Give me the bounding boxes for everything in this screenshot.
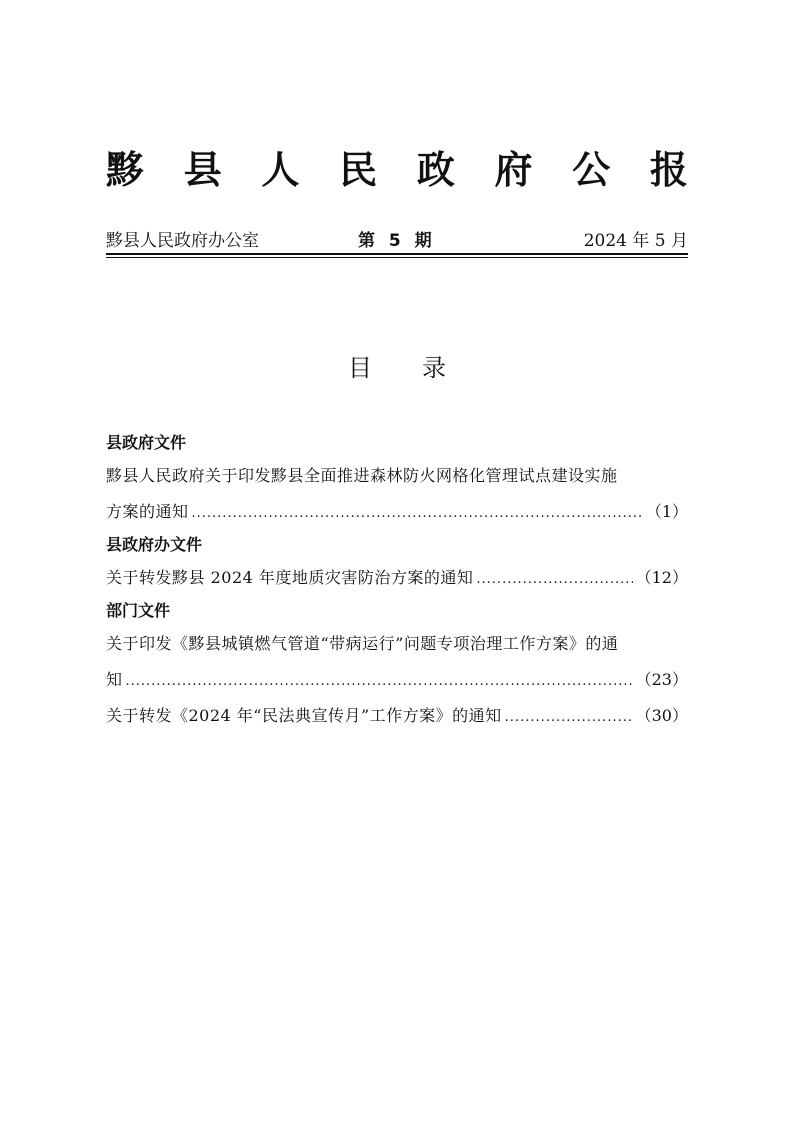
- dot-leader: [476, 562, 632, 598]
- masthead-char: 民: [339, 148, 378, 192]
- toc-entry-text-line: 关于印发《黟县城镇燃气管道“带病运行”问题专项治理工作方案》的通: [106, 634, 619, 653]
- toc-entry-text: 关于转发《2024 年“民法典宣传月”工作方案》的通知: [106, 706, 502, 725]
- toc-page-number: （30）: [635, 706, 688, 725]
- table-of-contents: [106, 428, 688, 734]
- toc-entry[interactable]: [106, 698, 688, 734]
- issue-number: 第 5 期: [358, 231, 436, 251]
- toc-entry-last-line: [106, 698, 688, 734]
- masthead-char: 政: [416, 148, 455, 192]
- toc-section-heading: 部门文件: [106, 601, 171, 620]
- gazette-masthead: [106, 140, 688, 200]
- toc-page-number: （12）: [635, 568, 688, 587]
- header-rule-thin: [106, 257, 688, 258]
- dot-leader: [126, 664, 633, 700]
- masthead-char: 公: [572, 148, 611, 192]
- masthead-char: 报: [649, 148, 688, 192]
- dot-leader: [505, 700, 633, 736]
- toc-entry-last-line: [106, 662, 688, 698]
- masthead-char: 黟: [106, 148, 145, 192]
- masthead-char: 县: [183, 148, 222, 192]
- toc-entry[interactable]: [106, 458, 688, 530]
- toc-page-number: （1）: [645, 502, 688, 521]
- toc-page-number: （23）: [635, 670, 688, 689]
- toc-entry-text: 关于转发黟县 2024 年度地质灾害防治方案的通知: [106, 568, 474, 587]
- issuing-office: 黟县人民政府办公室: [106, 231, 259, 251]
- toc-entry-text-line: 黟县人民政府关于印发黟县全面推进森林防火网格化管理试点建设实施: [106, 466, 618, 485]
- toc-title: 目录: [348, 354, 496, 382]
- dot-leader: [192, 496, 643, 532]
- toc-section-heading: 县政府文件: [106, 433, 187, 452]
- toc-entry-text: 方案的通知: [106, 502, 189, 521]
- masthead-char: 府: [494, 148, 533, 192]
- toc-section-heading: 县政府办文件: [106, 535, 203, 554]
- toc-entry[interactable]: [106, 626, 688, 698]
- toc-entry-last-line: [106, 494, 688, 530]
- toc-entry[interactable]: [106, 560, 688, 596]
- toc-entry-text: 知: [106, 670, 123, 689]
- issue-date: 2024 年 5 月: [583, 231, 688, 251]
- header-rule-thick: [106, 253, 688, 255]
- issue-info-line: [106, 230, 688, 252]
- masthead-char: 人: [261, 148, 300, 192]
- toc-entry-last-line: [106, 560, 688, 596]
